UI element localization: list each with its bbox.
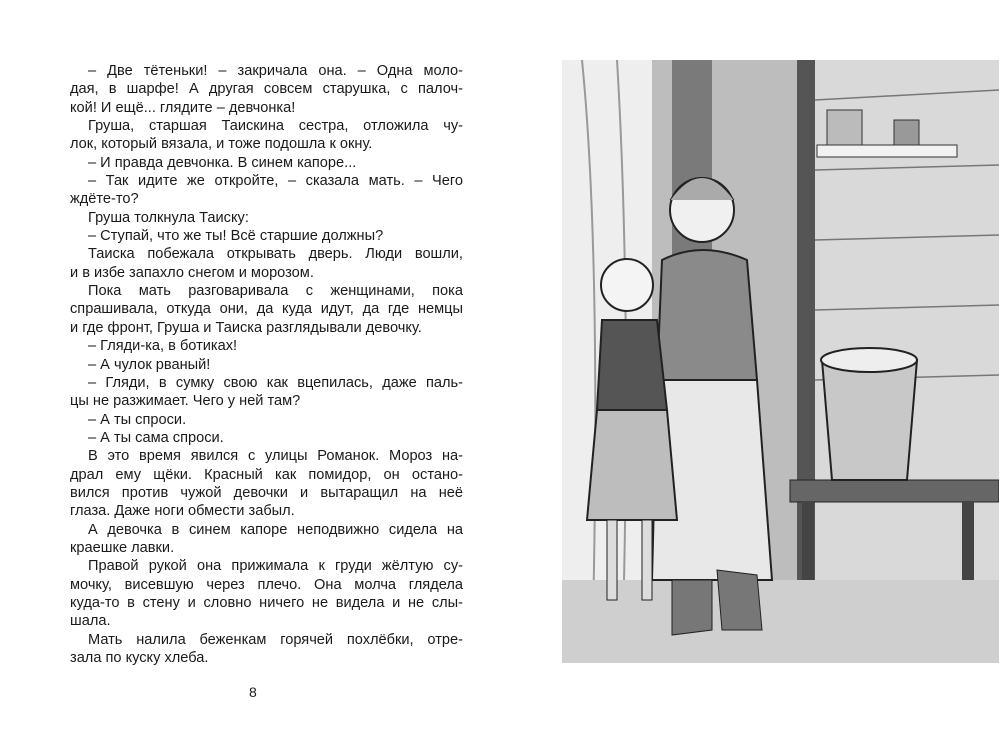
text-line: драл ему щёки. Красный как помидор, он остано- <box>70 466 463 483</box>
text-line: лок, который вязала, и тоже подошла к окну. <box>70 136 373 153</box>
text-line: Пока мать разговаривала с женщинами, пока <box>88 283 463 300</box>
text-line: и где фронт, Груша и Таиска разглядывали девочку. <box>70 319 422 336</box>
text-line: шала. <box>70 613 111 630</box>
text-line: мочку, висевшую через плечо. Она молча глядела <box>70 576 463 593</box>
text-line: и в избе запахло снегом и морозом. <box>70 264 314 281</box>
text-line: кой! И ещё... глядите – девчонка! <box>70 99 296 116</box>
text-line: зала по куску хлеба. <box>70 650 209 666</box>
text-line: – Ступай, что же ты! Всё старшие должны? <box>88 228 384 245</box>
text-line: – Так идите же откройте, – сказала мать. – Чего <box>88 173 463 190</box>
text-line: спрашивала, откуда они, да куда идут, да где немцы <box>70 301 463 318</box>
body-text <box>70 62 463 667</box>
text-line: – А ты спроси. <box>88 411 187 428</box>
text-line: В это время явился с улицы Романок. Мороз на- <box>88 448 463 465</box>
text-line: – А чулок рваный! <box>88 356 211 373</box>
text-line: – А ты сама спроси. <box>88 429 224 446</box>
text-line: – И правда девчонка. В синем капоре... <box>88 154 357 171</box>
text-line: куда-то в стену и словно ничего не видела и не слы- <box>70 594 463 611</box>
text-line: – Гляди, в сумку свою как вцепилась, даже паль- <box>88 374 463 391</box>
text-line: – Две тётеньки! – закричала она. – Одна моло- <box>88 63 463 79</box>
text-line: краешке лавки. <box>70 539 175 556</box>
text-line: ждёте-то? <box>70 191 139 208</box>
illustration-two-girls-by-door <box>562 60 999 663</box>
text-line: Груша толкнула Таиску: <box>88 209 249 226</box>
text-line: Мать налила беженкам горячей похлёбки, отре- <box>88 631 463 648</box>
text-line: Таиска побежала открывать дверь. Люди вошли, <box>88 246 463 263</box>
text-line: глаза. Даже ноги обмести забыл. <box>70 503 295 520</box>
page-number: 8 <box>249 684 257 700</box>
text-line: А девочка в синем капоре неподвижно сидела на <box>88 521 463 538</box>
text-line: вился против чужой девочки и вытаращил на неё <box>70 484 463 501</box>
text-line: дая, в шарфе! А другая совсем старушка, с палоч- <box>70 81 463 98</box>
text-line: Правой рукой она прижимала к груди жёлтую су- <box>88 558 463 575</box>
text-line: – Гляди-ка, в ботиках! <box>88 338 238 355</box>
text-line: Груша, старшая Таискина сестра, отложила чу- <box>88 118 463 135</box>
text-line: цы не разжимает. Чего у ней там? <box>70 393 301 410</box>
